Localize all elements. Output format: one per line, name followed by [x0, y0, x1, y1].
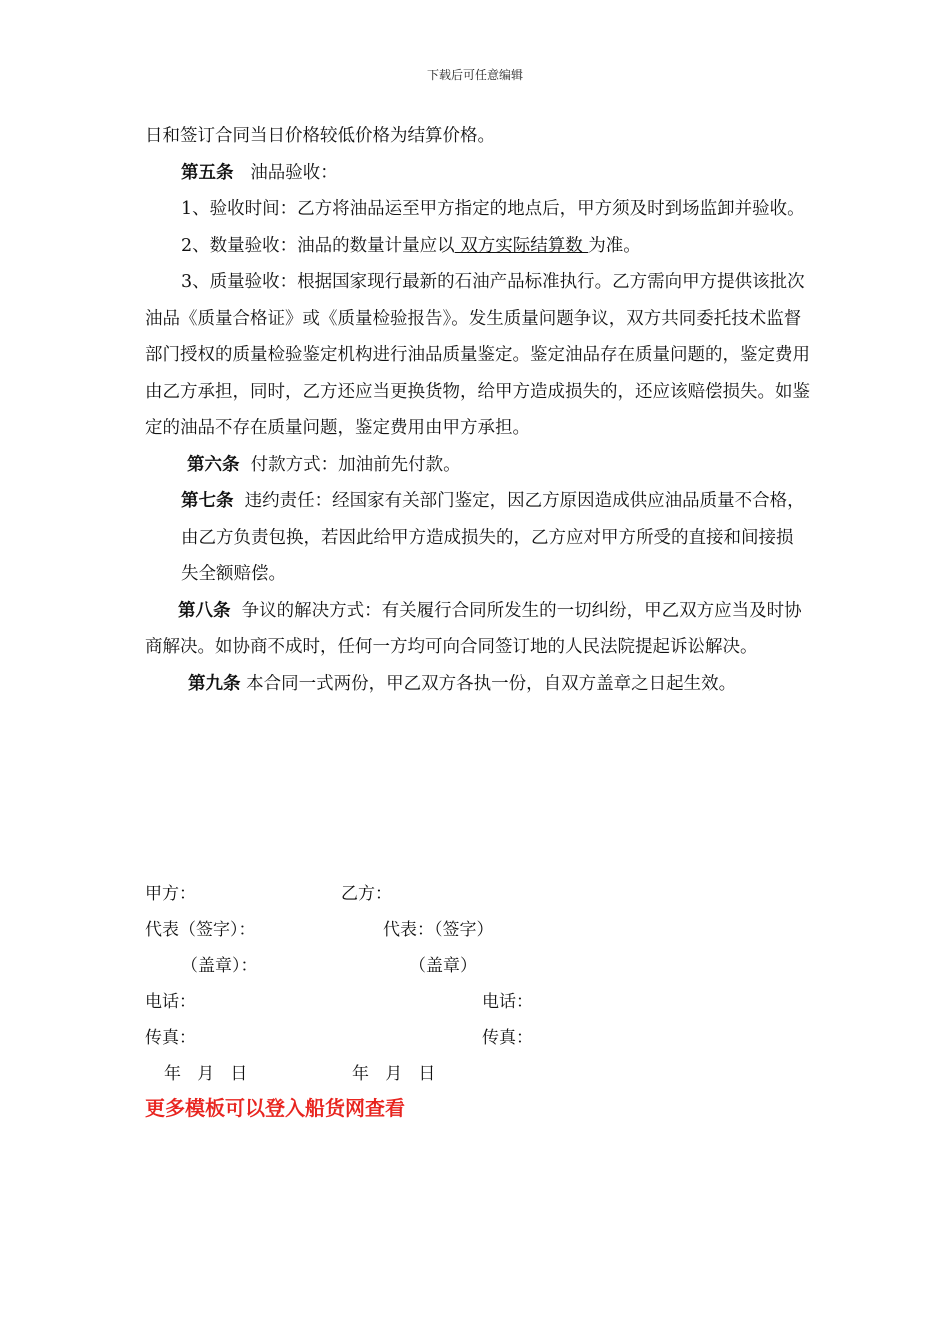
article-7	[145, 483, 810, 593]
article-7-text: 违约责任：经国家有关部门鉴定，因乙方原因造成供应油品质量不合格，由乙方负责包换，若因此给甲方造成损失的，乙方应对甲方所受的直接和间接损失全额赔偿。	[181, 491, 805, 584]
contract-body	[145, 118, 810, 702]
article-5-text: 油品验收：	[250, 162, 338, 183]
rep-b-label: 代表：（签字）	[383, 920, 494, 940]
article-9-title: 第九条	[188, 673, 241, 694]
party-a-label: 甲方：	[145, 884, 196, 904]
article-9	[145, 666, 810, 703]
article-8	[145, 593, 810, 666]
quantity-text-before: 2、数量验收：油品的数量计量应以	[181, 235, 455, 256]
promo-text: 更多模板可以登入船货网查看	[145, 1096, 405, 1120]
article-6-text: 付款方式：加油前先付款。	[250, 454, 461, 475]
article-7-title: 第七条	[181, 491, 234, 511]
article-9-text: 本合同一式两份，甲乙双方各执一份，自双方盖章之日起生效。	[246, 673, 737, 694]
date-a-label: 年 月 日	[164, 1064, 248, 1084]
article-6-title: 第六条	[187, 454, 240, 475]
signature-party-row	[145, 876, 810, 912]
article-8-text: 争议的解决方式：有关履行合同所发生的一切纠纷，甲乙双方应当及时协商解决。如协商不成时，任何一方均可向合同签订地的人民法院提起诉讼解决。	[145, 600, 802, 657]
article-6	[145, 447, 810, 484]
fax-a-label: 传真：	[145, 1028, 196, 1048]
date-b-label: 年 月 日	[352, 1064, 436, 1084]
seal-b-label: （盖章）	[409, 956, 477, 976]
paragraph-inspection-time: 1、验收时间：乙方将油品运至甲方指定的地点后，甲方须及时到场监卸并验收。	[181, 199, 805, 219]
fax-b-label: 传真：	[482, 1028, 533, 1048]
tel-b-label: 电话：	[482, 992, 533, 1012]
paragraph-quality-inspection: 3、质量验收：根据国家现行最新的石油产品标准执行。乙方需向甲方提供该批次油品《质量合格证》或《质量检验报告》。发生质量问题争议，双方共同委托技术监督部门授权的质量检验鉴定机构进行油品质量鉴定。鉴定油品存在质量问题的，鉴定费用由乙方承担，同时，乙方还应当更换货物，给甲方造成损失的，还应该赔偿损失。如鉴定的油品不存在质量问题，鉴定费用由甲方承担。	[145, 272, 810, 438]
page-header: 下载后可任意编辑	[426, 68, 523, 82]
article-5	[145, 155, 810, 192]
signature-date-row	[145, 1056, 810, 1092]
signature-block	[145, 876, 810, 1092]
tel-a-label: 电话：	[145, 992, 196, 1012]
quantity-underlined-term: 双方实际结算数	[454, 235, 589, 256]
paragraph-pricing: 日和签订合同当日价格较低价格为结算价格。	[145, 126, 495, 146]
signature-fax-row	[145, 1020, 810, 1056]
party-b-label: 乙方：	[341, 884, 392, 904]
signature-seal-row	[145, 948, 810, 984]
signature-tel-row	[145, 984, 810, 1020]
seal-a-label: （盖章）：	[181, 956, 258, 976]
article-8-title: 第八条	[178, 600, 231, 621]
quantity-text-after: 为准。	[588, 235, 641, 256]
article-5-title: 第五条	[181, 162, 234, 183]
signature-rep-row	[145, 912, 810, 948]
paragraph-quantity-inspection	[145, 228, 810, 265]
rep-a-label: 代表（签字）：	[145, 920, 256, 940]
